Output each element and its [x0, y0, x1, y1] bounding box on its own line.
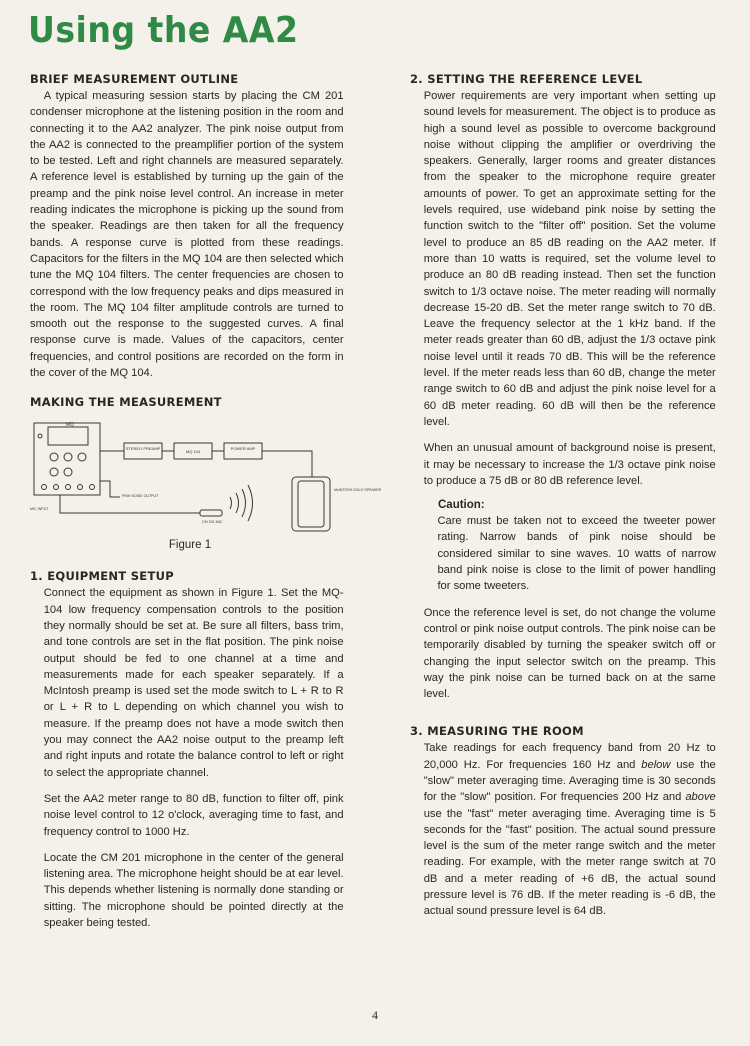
section-heading-measuring-room: 3. MEASURING THE ROOM — [410, 724, 584, 739]
figure-1-diagram — [30, 417, 382, 535]
analyzer-knob — [50, 453, 58, 461]
pink-noise-label: PINK NOISE OUTPUT — [122, 494, 159, 499]
caution-heading: Caution: — [438, 499, 485, 512]
amp-label: POWER AMP — [230, 446, 256, 452]
measuring-room-emphasis: above — [685, 791, 716, 804]
mic-input-label: MIC INPUT — [30, 507, 49, 512]
sound-wave-icon — [230, 485, 253, 521]
section-heading-equipment-setup: 1. EQUIPMENT SETUP — [30, 569, 174, 584]
analyzer-knob — [50, 468, 58, 476]
caution-paragraph: Care must be taken not to exceed the tweeter power rating. Narrow bands of pink noise should be considered similar to sine waves. 10 watts of narrow band pink noise is close to the limit of power handling for some tweeters. — [437, 515, 716, 593]
measuring-room-text: Take readings for each frequency band from 20 Hz to 20,000 Hz. For frequencies 160 Hz and — [423, 742, 716, 771]
equipment-setup-paragraph: Connect the equipment as shown in Figure 1. Set the MQ-104 low frequency compensation controls to the position they normally should be set at. Be sure all filters, bass trim, and tone controls are set in the flat position. The pink noise output should be fed to one channel at a time and measurements made for each speaker separately. If a McIntosh preamp is used set the mode switch to L + R to R or L + R to L depending on which channel you wish to measure. If the preamp does not have a mode switch then you may connect the AA2 noise output to the preamp left and right inputs and rotate the balance control to left or right to select the appropriate channel. — [43, 587, 344, 779]
measuring-room-text: use the "slow" meter averaging time. Averaging time is 30 seconds for the "slow" position. For frequencies 200 Hz and — [423, 758, 716, 804]
section-heading-reference-level: 2. SETTING THE REFERENCE LEVEL — [410, 72, 643, 86]
reference-level-paragraph: Once the reference level is set, do not change the volume control or pink noise output controls. The pink noise can be temporarily disabled by turning the speaker switch off or changing the input selector switch on the preamp. This way the pink noise can be turned back on at the same level. — [423, 606, 716, 701]
section-heading-outline: BRIEF MEASUREMENT OUTLINE — [30, 72, 239, 86]
cable-line — [262, 451, 312, 477]
analyzer-label: MQ — [66, 422, 75, 429]
outline-paragraph: A typical measuring session starts by placing the CM 201 condenser microphone at the listening position in the room and connecting it to the AA2 analyzer. The pink noise output from the AA2 is connected to the preamplifier portion of the system to be tested. Left and right channels are measured separately. A reference level is established by turning up the gain of the preamp and the pink noise level control. An increase in meter reading indicates the microphone is picking up the sound from the speaker. Readings are then taken for all the frequency bands. A response curve is plotted from these readings. Capacitors for the filters in the MQ 104 are then selected which tune the MQ 104 filters. The center frequencies are chosen to correspond with the low frequency peaks and dips measured in the room. The MQ 104 filter amplitude controls are turned to smooth out the response to the suggested curves. A final response curve is made. Values of the capacitors, center frequencies, and control positions are recorded on the form in the cover of the MQ 104. — [30, 90, 344, 380]
analyzer-knob — [42, 485, 47, 490]
analyzer-knob — [54, 485, 59, 490]
analyzer-knob — [78, 485, 83, 490]
speaker-grille — [298, 481, 324, 527]
equipment-diagram — [30, 417, 382, 535]
figure-caption: Figure 1 — [168, 539, 212, 552]
analyzer-knob — [78, 453, 86, 461]
measuring-room-text: use the "fast" meter averaging time. Averaging time is 5 seconds for the "fast" position. The actual sound pressure level is the sum of the meter range switch and the meter reading. For example, with the meter range switch at 70 dB and a meter reading of +6 dB, the actual sound pressure level is 76 dB. If the meter reading is -6 dB, the actual sound pressure level is 64 dB. — [423, 807, 716, 918]
reference-level-paragraph: Power requirements are very important when setting up sound levels for measurement. The object is to produce as high a sound level as possible to overcome background noise without clipping the amplifier or overdriving the speakers. Generally, larger rooms and greater distances from the speaker to the microphone require greater amounts of power. To get an approximate setting for the levels required, use wideband pink noise by setting the function switch to the "filter off" position. Set the volume level to produce an 85 dB reading on the AA2 meter. If more than 10 watts is required, set the volume level to produce an 80 dB reading instead. Then set the function switch to 1/3 octave noise. The meter reading will normally decrease 15-20 dB. Set the meter range switch to 70 dB. Leave the frequency selector at the 1 kHz band. If the meter reads greater than 60 dB, adjust the 1/3 octave pink noise level until it reads 70 dB. This will be the reference level. If the meter reads less than 60 dB, change the meter range switch to 60 dB and adjust the pink noise level for a 60 dB meter reading. 60 dB will then be the reference level. — [423, 90, 716, 428]
reference-level-paragraph: When an unusual amount of background noise is present, it may be necessary to increase the 1/3 octave pink noise to produce a 75 dB or 80 dB reference level. — [423, 442, 716, 487]
analyzer-knob — [38, 434, 42, 438]
measuring-room-paragraph — [410, 740, 716, 919]
speaker-label: McINTOSH SOLO SPEAKER — [334, 488, 382, 493]
cable-line — [100, 481, 120, 497]
measuring-room-emphasis: below — [641, 758, 671, 771]
analyzer-knob — [64, 468, 72, 476]
microphone-icon — [200, 510, 222, 516]
preamp-label: STEREO PREAMP — [125, 446, 161, 452]
page-number: 4 — [372, 1008, 378, 1022]
analyzer-meter — [48, 427, 88, 445]
mq104-label: MQ 104 — [185, 449, 201, 455]
page-title: Using the AA2 — [28, 10, 299, 51]
section-heading-measurement: MAKING THE MEASUREMENT — [30, 395, 222, 410]
analyzer-knob — [64, 453, 72, 461]
analyzer-knob — [66, 485, 71, 490]
left-column — [30, 72, 382, 941]
equipment-setup-paragraph: Set the AA2 meter range to 80 dB, function to filter off, pink noise level control to 12 o'clock, averaging time to fast, and frequency control to 1000 Hz. — [43, 792, 344, 838]
equipment-setup-paragraph: Locate the CM 201 microphone in the center of the general listening area. The microphone height should be at ear level. This depends whether listening is normally done standing or sitting. The microphone should be pointed directly at the speaker being tested. — [43, 851, 344, 929]
right-column — [410, 72, 722, 930]
analyzer-knob — [90, 485, 95, 490]
mic-label: CM 201 MIC — [202, 520, 223, 525]
